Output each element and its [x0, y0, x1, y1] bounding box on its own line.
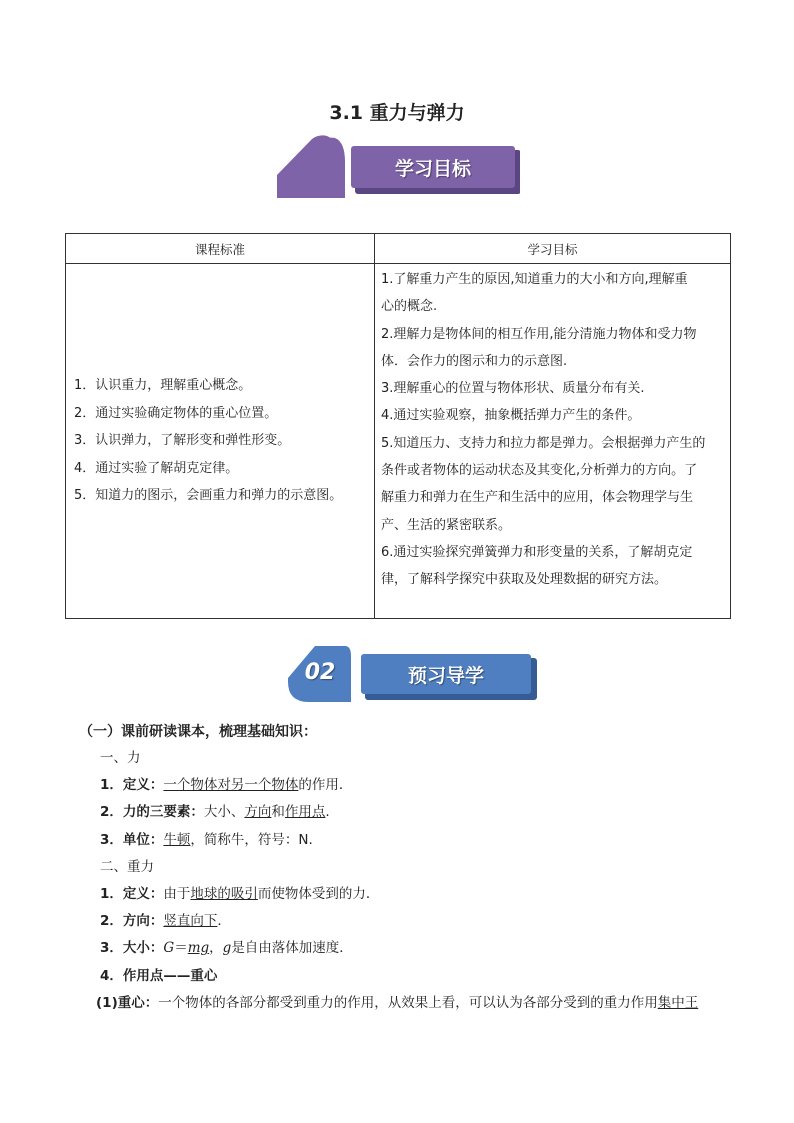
gravity-heading: 二、重力 — [100, 858, 154, 875]
preview-number: 02 — [304, 659, 336, 685]
objective-line: 6.通过实验探究弹簧弹力和形变量的关系，了解胡克定 — [381, 544, 693, 560]
formula-g: G — [163, 940, 175, 957]
objective-line: 条件或者物体的运动状态及其变化,分析弹力的方向。了 — [381, 463, 698, 479]
standard-item: 3．认识弹力，了解形变和弹性形变。 — [74, 433, 291, 449]
preview-content — [96, 745, 740, 1017]
label: 1．定义： — [100, 885, 164, 902]
text: 由于 — [163, 885, 191, 902]
label: 2．力的三要素： — [100, 804, 204, 821]
answer: 作用点 — [284, 804, 326, 821]
answer: 一个物体对另一个物体 — [163, 777, 299, 794]
table-header-row — [66, 234, 731, 264]
gravity-magnitude — [100, 935, 740, 962]
text: 是自由落体加速度． — [231, 940, 353, 957]
label: 2．方向： — [100, 913, 164, 930]
force-elements — [100, 799, 740, 826]
standard-item: 1．认识重力，理解重心概念。 — [74, 378, 252, 394]
label: 3．大小： — [100, 940, 164, 957]
section-heading: （一）课前研读课本，梳理基础知识： — [79, 724, 317, 740]
text: 的作用． — [298, 777, 353, 794]
force-heading: 一、力 — [100, 750, 141, 766]
header-curriculum-standard: 课程标准 — [66, 234, 375, 264]
text: 和 — [271, 804, 285, 821]
text: 大小、 — [203, 804, 245, 821]
text: ． — [217, 913, 231, 930]
standard-item: 2．通过实验确定物体的重心位置。 — [74, 405, 278, 421]
objective-line: 体．会作力的图示和力的示意图. — [381, 353, 568, 369]
text: . — [325, 804, 330, 821]
preview-label: 预习导学 — [407, 664, 484, 687]
standards-cell — [66, 264, 375, 619]
center-of-gravity — [96, 990, 740, 1017]
force-definition — [100, 772, 740, 799]
force-unit — [100, 827, 740, 854]
objective-line: 4.通过实验观察，抽象概括弹力产生的条件。 — [381, 408, 641, 424]
answer: 方向 — [244, 804, 272, 821]
gravity-point — [100, 963, 740, 990]
label: 4．作用点——重心 — [100, 967, 218, 984]
objectives-cell — [375, 264, 731, 619]
text: 一个物体的各部分都受到重力的作用，从效果上看，可以认为各部分受到的重力作用 — [158, 994, 658, 1011]
text: ，简称牛，符号：N. — [190, 831, 313, 848]
answer: mg — [187, 940, 210, 957]
objective-line: 产、生活的紧密联系。 — [381, 517, 512, 533]
objective-line: 5.知道压力、支持力和拉力都是弹力。会根据弹力产生的 — [381, 435, 706, 451]
objective-line: 解重力和弹力在生产和生活中的应用，体会物理学与生 — [381, 490, 694, 506]
standard-item: 4．通过实验了解胡克定律。 — [74, 460, 239, 476]
page-title: 3.1 重力与弹力 — [329, 102, 465, 124]
objective-line: 2.理解力是物体间的相互作用,能分清施力物体和受力物 — [381, 326, 697, 342]
answer: 竖直向下 — [163, 913, 218, 930]
answer: 地球的吸引 — [190, 885, 258, 902]
objective-line: 心的概念. — [381, 299, 438, 315]
label: (1)重心： — [96, 994, 159, 1011]
gravity-direction — [100, 908, 740, 935]
objective-line: 1.了解重力产生的原因,知道重力的大小和方向,理解重 — [381, 272, 688, 287]
table-row — [66, 264, 731, 619]
header-learning-objective: 学习目标 — [375, 234, 731, 264]
text: 而使物体受到的力． — [257, 885, 380, 902]
answer: 牛顿 — [163, 831, 191, 848]
label: 3．单位： — [100, 831, 164, 848]
text: ＝ — [174, 940, 188, 957]
label: 1．定义： — [100, 777, 164, 794]
goals-table — [65, 233, 731, 619]
answer: 集中王 — [657, 994, 699, 1011]
text: ， — [209, 940, 223, 957]
gravity-definition — [100, 881, 740, 908]
learning-goals-banner — [275, 132, 520, 200]
standard-item: 5．知道力的图示，会画重力和弹力的示意图。 — [74, 488, 343, 504]
preview-banner — [285, 642, 537, 706]
objective-line: 律，了解科学探究中获取及处理数据的研究方法。 — [381, 572, 668, 588]
formula-g-small: g — [222, 940, 232, 957]
objective-line: 3.理解重心的位置与物体形状、质量分布有关. — [381, 381, 645, 397]
learning-goals-label: 学习目标 — [394, 157, 471, 180]
